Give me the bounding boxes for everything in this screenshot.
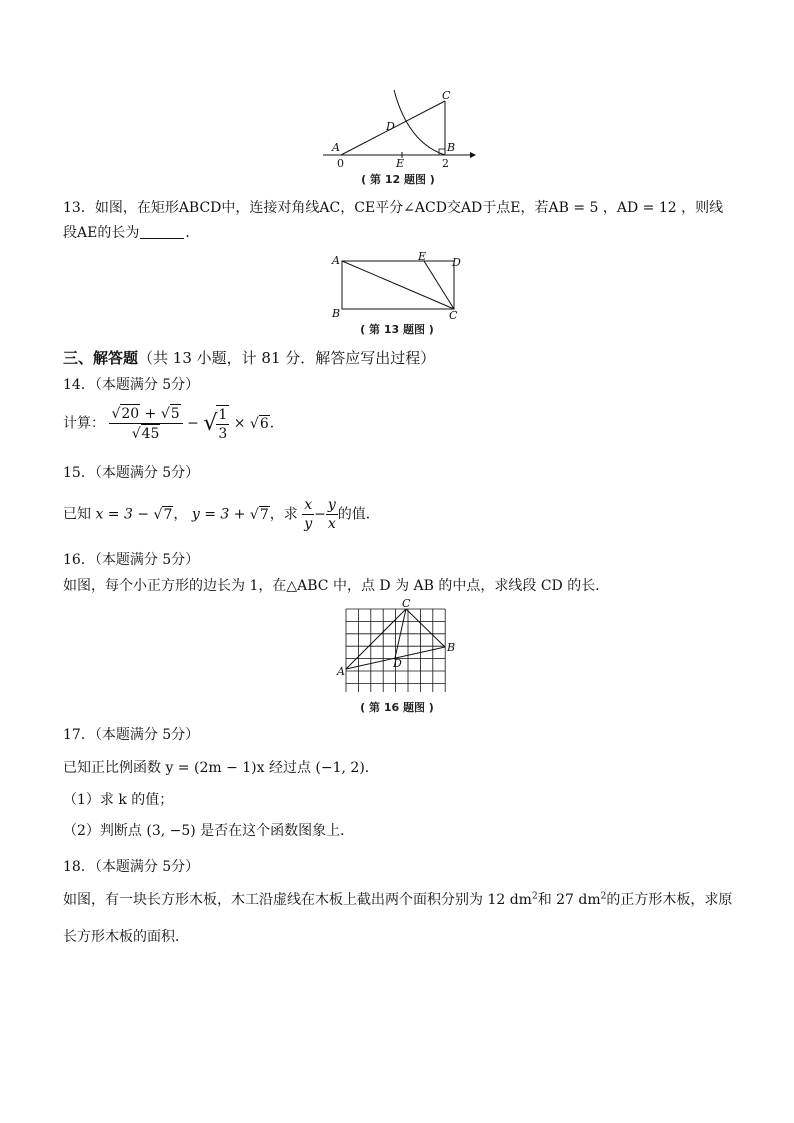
q18-line2: 长方形木板的面积． xyxy=(63,929,189,945)
radicand: 45 xyxy=(141,426,160,442)
radicand: 7 xyxy=(163,506,173,523)
q18-text-a: 如图，有一块长方形木板，木工沿虚线在木板上截出两个面积分别为 12 dm xyxy=(63,892,532,908)
q15-end: 的值． xyxy=(337,506,380,523)
label-two: 2 xyxy=(442,157,449,170)
numerator: y xyxy=(327,497,336,513)
radicand: 20 xyxy=(121,406,140,422)
radicand: 5 xyxy=(170,406,180,422)
numerator: x xyxy=(304,497,313,513)
q15-x-expr: x = 3 − xyxy=(95,506,150,523)
q15-header: 15．（本题满分 5分） xyxy=(63,465,200,481)
q15-text: 已知 xyxy=(63,506,91,523)
denominator: y xyxy=(304,516,313,532)
q15-fraction-y-over-x xyxy=(326,496,338,533)
figure-12-caption: ( 第 12 题图 ) xyxy=(361,173,435,186)
label-c: C xyxy=(442,89,451,102)
label-d: D xyxy=(386,120,395,133)
label-c: C xyxy=(402,597,411,610)
figure-12 xyxy=(318,88,478,170)
radicand: 6 xyxy=(259,415,269,432)
label-b: B xyxy=(332,307,341,320)
q15-fraction-x-over-y xyxy=(302,496,314,533)
label-a: A xyxy=(337,665,345,678)
q14-root-fraction xyxy=(216,405,229,443)
label-d: D xyxy=(393,657,402,670)
q14-prefix: 计算： xyxy=(63,415,105,432)
label-zero: 0 xyxy=(337,157,344,170)
figure-16-caption: ( 第 16 题图 ) xyxy=(360,701,434,714)
label-e: E xyxy=(396,157,405,170)
superscript: 2 xyxy=(600,891,607,902)
numerator: 1 xyxy=(218,406,228,423)
radicand: 7 xyxy=(259,506,269,523)
q15-minus: − xyxy=(314,506,326,523)
label-a: A xyxy=(332,141,340,154)
label-a: A xyxy=(332,254,340,267)
q13-line2 xyxy=(63,222,199,242)
axis-arrow xyxy=(470,152,476,158)
arc-de xyxy=(394,90,445,155)
figure-13-caption: ( 第 13 题图 ) xyxy=(360,323,434,336)
q15-y-expr: y = 3 + xyxy=(191,506,246,523)
q15-comma: ， xyxy=(173,506,188,523)
diagonal-ac xyxy=(342,261,454,309)
q17-part1: （1）求 k 的值； xyxy=(63,792,174,808)
label-c: C xyxy=(449,309,458,322)
label-b: B xyxy=(447,141,456,154)
q13-line1: 13．如图，在矩形ABCD中，连接对角线AC，CE平分∠ACD交AD于点E，若AB = 5 ，AD = 12 ，则线 xyxy=(63,200,724,216)
label-b: B xyxy=(447,641,456,654)
segment-ce xyxy=(424,261,454,309)
q14-end: ． xyxy=(269,415,284,432)
q14-minus: − xyxy=(187,415,199,432)
q16-header: 16．（本题满分 5分） xyxy=(63,552,200,568)
q18-header: 18．（本题满分 5分） xyxy=(63,859,200,875)
q17-part2: （2）判断点 (3, −5) 是否在这个函数图象上． xyxy=(63,823,355,839)
q15-ask: ，求 xyxy=(269,506,298,523)
q14-header: 14．（本题满分 5分） xyxy=(63,377,200,393)
q15-expression: 已知 x = 3 − √7， y = 3 + √7，求 $\frac{x}{y}$ − $\frac{y}{x}$ 的值． xyxy=(63,497,380,532)
q17-text: 已知正比例函数 y = (2m − 1)x 经过点 (−1, 2)． xyxy=(63,760,379,776)
q14-times: × xyxy=(233,415,246,432)
segment-cb xyxy=(406,609,445,647)
section-title: 三、解答题 xyxy=(63,349,139,367)
q14-fraction: $\frac{√20 + √5}{√45}$ xyxy=(109,404,182,443)
q13-line2-end: ． xyxy=(185,225,200,241)
label-e: E xyxy=(418,252,427,263)
denominator: x xyxy=(327,516,336,532)
q14-expression: 计算： $\frac{√20 + √5}{√45}$ − √ $\frac{1}{3}$ × √6． xyxy=(63,406,284,442)
q18-text-c: 的正方形木板，求原 xyxy=(606,892,733,908)
answer-blank xyxy=(140,226,184,239)
denominator: 3 xyxy=(218,425,228,442)
q17-header: 17．（本题满分 5分） xyxy=(63,727,200,743)
q16-text: 如图，每个小正方形的边长为 1，在△ABC 中，点 D 为 AB 的中点，求线段 CD 的长． xyxy=(63,578,610,594)
superscript: 2 xyxy=(531,891,538,902)
q18-line1 xyxy=(63,889,732,909)
q18-text-b: 和 27 dm xyxy=(537,892,601,908)
section-note: （共 13 小题，计 81 分．解答应写出过程） xyxy=(138,349,436,367)
label-d: D xyxy=(452,256,461,269)
figure-13 xyxy=(328,252,466,322)
q13-line2-text: 段AE的长为 xyxy=(63,225,140,241)
figure-16-grid xyxy=(335,597,460,692)
section-heading xyxy=(63,347,435,368)
